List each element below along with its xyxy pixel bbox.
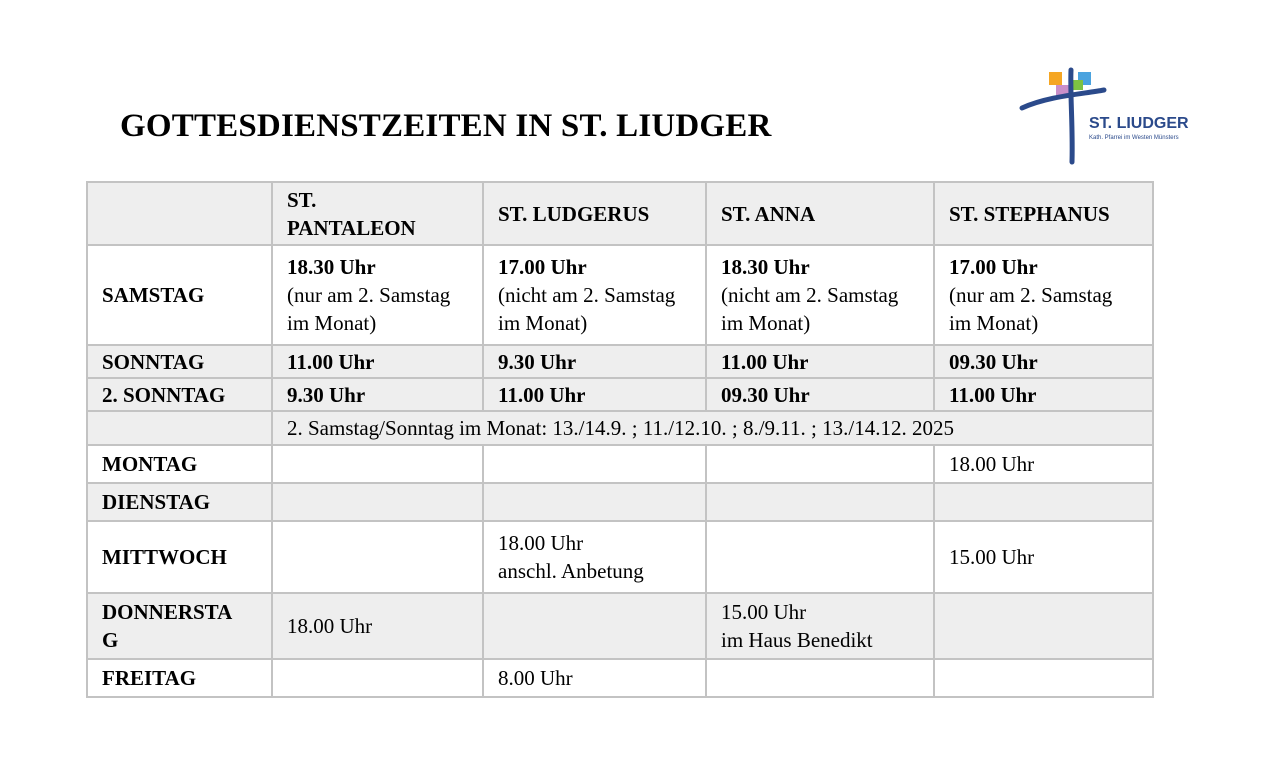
cell-freitag-stephanus [934, 659, 1153, 697]
cell-2-sonntag-ludgerus: 11.00 Uhr [483, 378, 706, 411]
cell-mittwoch-pantaleon [272, 521, 483, 593]
note-empty-cell [87, 411, 272, 445]
cell-montag-stephanus: 18.00 Uhr [934, 445, 1153, 483]
cell-samstag-anna [706, 245, 934, 345]
note-text: im Monat) [721, 311, 811, 335]
time-text: 15.00 Uhr [721, 600, 807, 624]
cell-samstag-pantaleon [272, 245, 483, 345]
time-text: 17.00 Uhr [949, 255, 1038, 279]
cell-samstag-stephanus [934, 245, 1153, 345]
cell-sonntag-pantaleon: 11.00 Uhr [272, 345, 483, 378]
column-header-line: ST. [287, 187, 317, 212]
cell-dienstag-anna [706, 483, 934, 521]
time-text: 18.00 Uhr [498, 531, 584, 555]
day-label-mittwoch: MITTWOCH [87, 521, 272, 593]
day-label-samstag: SAMSTAG [87, 245, 272, 345]
cell-mittwoch-anna [706, 521, 934, 593]
page-title: GOTTESDIENSTZEITEN IN ST. LIUDGER [120, 108, 772, 144]
cell-2-sonntag-anna: 09.30 Uhr [706, 378, 934, 411]
note-text: (nur am 2. Samstag [949, 283, 1113, 307]
note-text: im Monat) [949, 311, 1039, 335]
cell-mittwoch-stephanus: 15.00 Uhr [934, 521, 1153, 593]
cell-donnerstag-ludgerus [483, 593, 706, 659]
second-weekend-dates-note: 2. Samstag/Sonntag im Monat: 13./14.9. ; 11./12.10. ; 8./9.11. ; 13./14.12. 2025 [272, 411, 1153, 445]
cell-samstag-ludgerus [483, 245, 706, 345]
cell-montag-anna [706, 445, 934, 483]
day-label-dienstag: DIENSTAG [87, 483, 272, 521]
time-text: 17.00 Uhr [498, 255, 587, 279]
cell-sonntag-anna: 11.00 Uhr [706, 345, 934, 378]
logo-name: ST. LIUDGER [1089, 115, 1189, 132]
table-row-note [87, 411, 1153, 445]
cell-dienstag-stephanus [934, 483, 1153, 521]
note-text: anschl. Anbetung [498, 559, 644, 583]
cell-2-sonntag-pantaleon: 9.30 Uhr [272, 378, 483, 411]
table-header-row [87, 182, 1153, 245]
cell-donnerstag-pantaleon: 18.00 Uhr [272, 593, 483, 659]
day-label-sonntag: SONNTAG [87, 345, 272, 378]
note-text: im Monat) [287, 311, 377, 335]
column-header-line: PANTALEON [287, 215, 416, 240]
cell-dienstag-ludgerus [483, 483, 706, 521]
cell-donnerstag-stephanus [934, 593, 1153, 659]
cell-sonntag-stephanus: 09.30 Uhr [934, 345, 1153, 378]
day-label-donnerstag [87, 593, 272, 659]
cell-montag-pantaleon [272, 445, 483, 483]
service-times-table [86, 181, 1154, 698]
time-text: 18.30 Uhr [287, 255, 376, 279]
column-header-anna: ST. ANNA [706, 182, 934, 245]
table-row-sonntag [87, 345, 1153, 378]
table-row-dienstag [87, 483, 1153, 521]
day-label-2-sonntag: 2. SONNTAG [87, 378, 272, 411]
column-header-stephanus: ST. STEPHANUS [934, 182, 1153, 245]
cell-freitag-pantaleon [272, 659, 483, 697]
table-row-samstag [87, 245, 1153, 345]
cell-mittwoch-ludgerus [483, 521, 706, 593]
cell-dienstag-pantaleon [272, 483, 483, 521]
note-text: (nicht am 2. Samstag [498, 283, 676, 307]
time-text: 18.30 Uhr [721, 255, 810, 279]
note-text: im Haus Benedikt [721, 628, 873, 652]
note-text: (nicht am 2. Samstag [721, 283, 899, 307]
cell-donnerstag-anna [706, 593, 934, 659]
note-text: im Monat) [498, 311, 588, 335]
day-label-montag: MONTAG [87, 445, 272, 483]
table-row-freitag [87, 659, 1153, 697]
column-header-ludgerus: ST. LUDGERUS [483, 182, 706, 245]
cell-montag-ludgerus [483, 445, 706, 483]
note-text: (nur am 2. Samstag [287, 283, 451, 307]
table-row-2-sonntag [87, 378, 1153, 411]
day-label-freitag: FREITAG [87, 659, 272, 697]
table-row-mittwoch [87, 521, 1153, 593]
day-label-line: G [102, 628, 119, 652]
logo-subtitle: Kath. Pfarrei im Westen Münsters [1089, 135, 1179, 141]
cell-freitag-anna [706, 659, 934, 697]
cell-freitag-ludgerus: 8.00 Uhr [483, 659, 706, 697]
cell-2-sonntag-stephanus: 11.00 Uhr [934, 378, 1153, 411]
cell-sonntag-ludgerus: 9.30 Uhr [483, 345, 706, 378]
day-label-line: DONNERSTA [102, 600, 233, 624]
column-header-pantaleon [272, 182, 483, 245]
table-row-donnerstag [87, 593, 1153, 659]
table-row-montag [87, 445, 1153, 483]
header-empty-cell [87, 182, 272, 245]
